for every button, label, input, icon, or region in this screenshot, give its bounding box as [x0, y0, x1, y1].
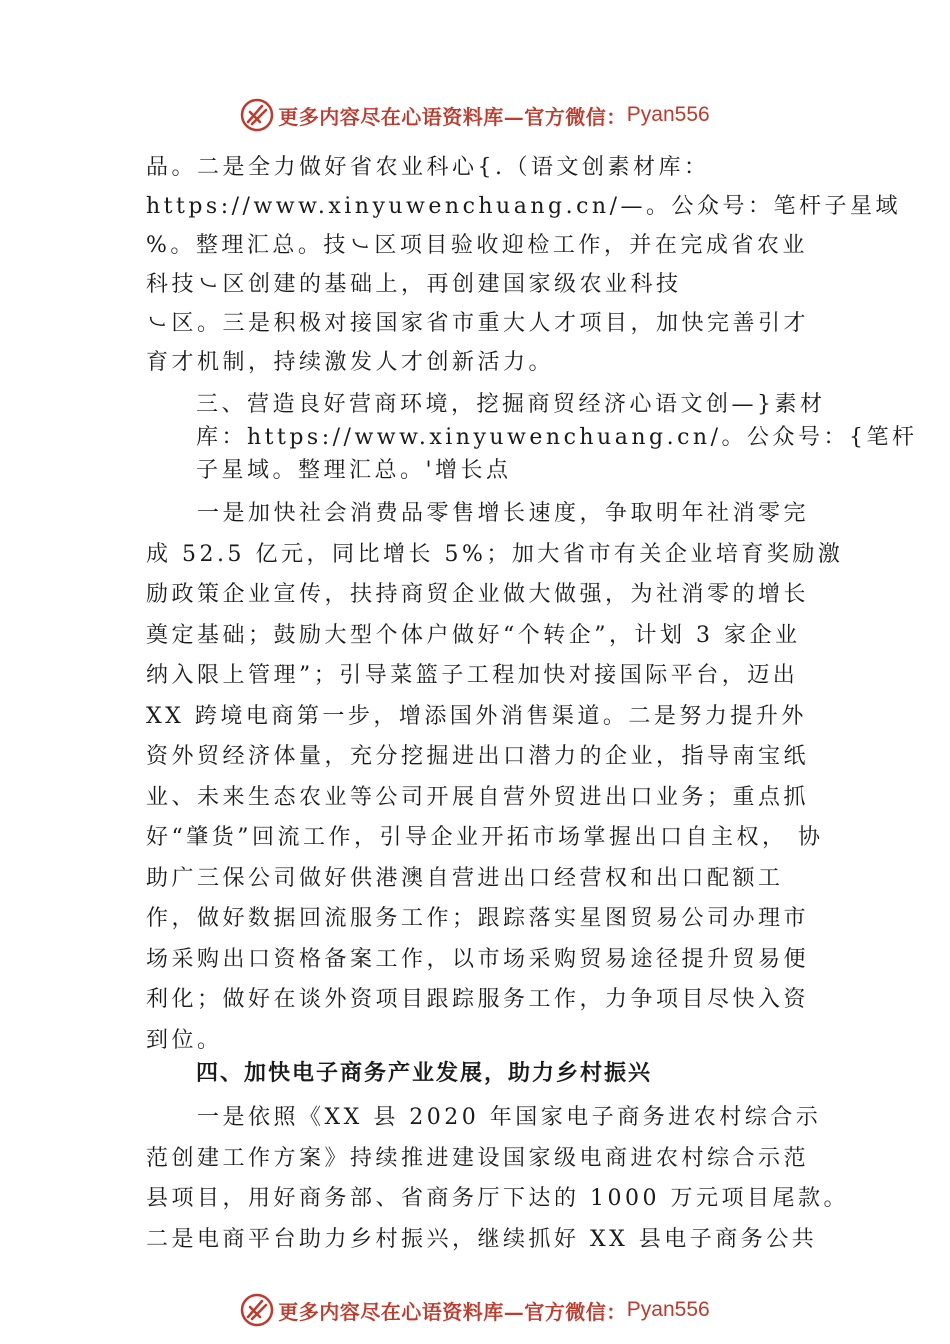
- text-line: 纳入限上管理”；引导菜篮子工程加快对接国际平台，迈出: [146, 663, 799, 688]
- text-line: 二是电商平台助力乡村振兴，继续抓好 XX 县电子商务公共: [146, 1226, 818, 1252]
- watermark-id: Pyan556: [626, 103, 710, 126]
- text-line: 三、营造良好营商环境，挖掘商贸经济心语文创—}素材: [196, 392, 826, 417]
- section-heading: [196, 1054, 826, 1093]
- text-line: 奠定基础；鼓励大型个体户做好“个转企”，计划 3 家企业: [146, 622, 801, 648]
- text-line: 业、未来生态农业等公司开展自营外贸进出口业务；重点抓: [146, 784, 810, 810]
- watermark-banner-top: [0, 95, 950, 135]
- text-line: ㇃区。三是积极对接国家省市重大人才项目，加快完善引才: [146, 311, 810, 336]
- text-line: 一是加快社会消费品零售增长速度，争取明年社消零完: [146, 501, 810, 526]
- text-line: 库：https://www.xinyuwenchuang.cn/。公众号：{笔杆: [196, 425, 918, 450]
- text-line: 子星域。整理汇总。'增长点: [196, 458, 512, 483]
- text-line: 成 52.5 亿元，同比增长 5%；加大省市有关企业培育奖励激: [146, 541, 844, 567]
- text-line: XX 跨境电商第一步，增添国外消售渠道。二是努力提升外: [146, 703, 807, 729]
- text-line: 育才机制，持续激发人才创新活力。: [146, 350, 555, 375]
- text-line: 品。二是全力做好省农业科心{.（语文创素材库：: [146, 155, 710, 180]
- text-line: 科技㇃区创建的基础上，再创建国家级农业科技: [146, 272, 682, 297]
- text-line: 范创建工作方案》持续推进建设国家级电商进农村综合示范: [146, 1145, 810, 1171]
- text-line: 到位。: [146, 1027, 223, 1053]
- text-line: 利化；做好在谈外资项目跟踪服务工作，力争项目尽快入资: [146, 987, 810, 1012]
- watermark-text: 更多内容尽在心语资料库—官方微信：: [278, 104, 627, 129]
- text-line: 作，做好数据回流服务工作；跟踪落实星图贸易公司办理市: [146, 906, 810, 931]
- text-line: 资外贸经济体量，充分挖掘进出口潜力的企业，指导南宝纸: [146, 744, 810, 769]
- paragraph-block-1: [146, 148, 901, 382]
- watermark-banner-bottom: [0, 1290, 950, 1330]
- paragraph-block-2: [196, 388, 918, 487]
- heading-text: 四、加快电子商务产业发展，助力乡村振兴: [196, 1060, 653, 1086]
- paragraph-block-4: [146, 1098, 849, 1260]
- text-line: %。整理汇总。技㇃区项目验收迎检工作，并在完成省农业: [146, 233, 808, 258]
- paragraph-block-3: [146, 494, 844, 1061]
- watermark-id: Pyan556: [626, 1298, 710, 1321]
- text-line: 励政策企业宣传，扶持商贸企业做大做强，为社消零的增长: [146, 582, 810, 607]
- seal-logo-icon: [240, 98, 274, 132]
- seal-logo-icon: [240, 1293, 274, 1327]
- text-line: https://www.xinyuwenchuang.cn/—。公众号：笔杆子星域: [146, 194, 901, 219]
- text-line: 好“肇货”回流工作，引导企业开拓市场掌握出口自主权， 协: [146, 825, 824, 850]
- text-line: 县项目，用好商务部、省商务厅下达的 1000 万元项目尾款。: [146, 1186, 849, 1211]
- text-line: 场采购出口资格备案工作，以市场采购贸易途径提升贸易便: [146, 946, 810, 972]
- watermark-text: 更多内容尽在心语资料库—官方微信：: [278, 1299, 627, 1324]
- text-line: 助广三保公司做好供港澳自营进出口经营权和出口配额工: [146, 865, 784, 891]
- text-line: 一是依照《XX 县 2020 年国家电子商务进农村综合示: [146, 1105, 822, 1130]
